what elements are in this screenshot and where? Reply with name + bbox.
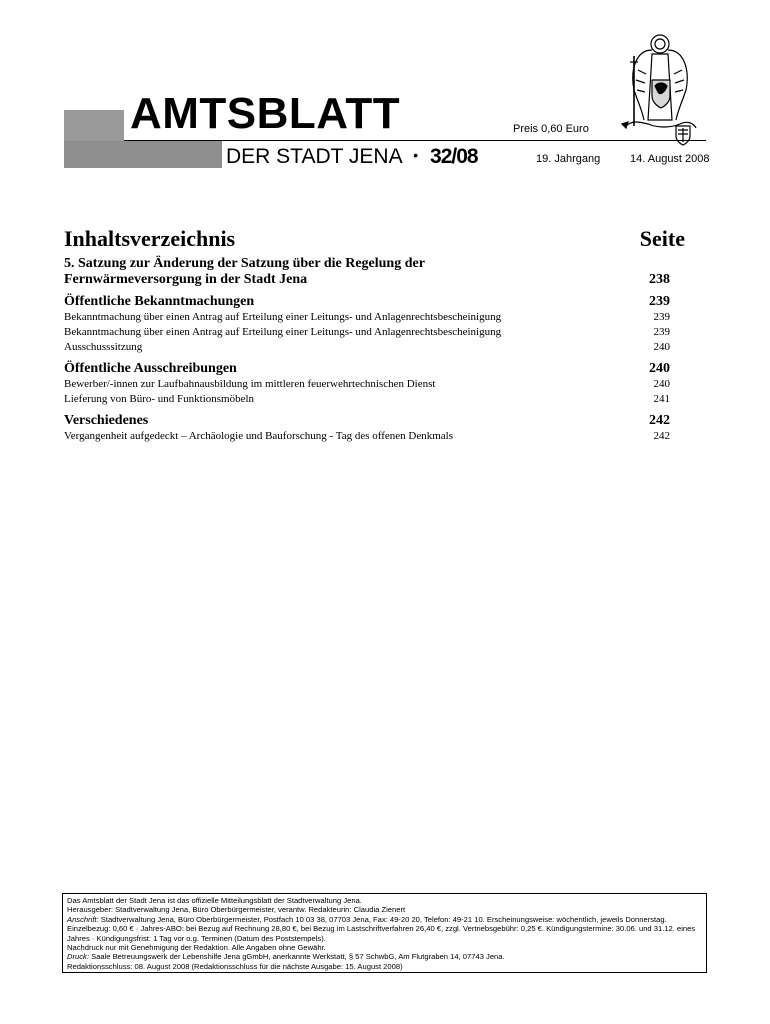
masthead-title: AMTSBLATT	[130, 89, 401, 138]
toc-entry-page: 240	[653, 341, 670, 353]
toc-entry-text: Vergangenheit aufgedeckt – Archäologie und Bauforschung - Tag des offenen Denkmals	[64, 430, 454, 442]
imprint-line: Nachdruck nur mit Genehmigung der Redaktion. Alle Angaben ohne Gewähr.	[67, 943, 326, 953]
toc-section	[64, 256, 686, 288]
issue-date: 14. August 2008	[630, 153, 710, 165]
toc-entry-text: Bewerber/-innen zur Laufbahnausbildung im mittleren feuerwehrtechnischen Dienst	[64, 378, 436, 390]
imprint-print-text: Saale Betreuungswerk der Lebenshilfe Jena gGmbH, anerkannte Werkstatt, § 57 SchwbG, Am Flutgraben 14, 07743 Jena.	[88, 952, 505, 962]
toc-entry-text: Ausschusssitzung	[64, 341, 143, 353]
issue-number: 32/08	[430, 145, 478, 168]
toc-entry-page: 239	[653, 311, 670, 323]
imprint-print-label: Druck:	[67, 952, 89, 962]
masthead-bullet: •	[413, 147, 419, 163]
toc-entry	[64, 325, 686, 340]
masthead-city: DER STADT JENA	[226, 145, 402, 168]
table-of-contents	[64, 256, 686, 450]
toc-page-heading: Seite	[639, 226, 685, 251]
toc-entry-page: 240	[653, 378, 670, 390]
toc-section-title-row	[64, 256, 686, 288]
price-label: Preis 0,60 Euro	[513, 123, 589, 135]
toc-entry	[64, 340, 686, 355]
toc-entry	[64, 429, 686, 444]
imprint-print	[67, 952, 702, 961]
toc-section-page: 239	[649, 294, 670, 309]
toc-section	[64, 413, 686, 444]
toc-section-title: 5. Satzung zur Änderung der Satzung über die Regelung der Fernwärmeversorgung in der Stadt Jena	[64, 256, 425, 287]
toc-section	[64, 361, 686, 407]
toc-section-page: 238	[649, 272, 670, 287]
toc-entry-page: 241	[653, 393, 670, 405]
toc-entry	[64, 377, 686, 392]
volume-label: 19. Jahrgang	[536, 153, 601, 165]
toc-section	[64, 294, 686, 355]
masthead-gray-bar	[64, 141, 222, 168]
toc-entry-text: Bekanntmachung über einen Antrag auf Erteilung einer Leitungs- und Anlagenrechtsbescheinigung	[64, 311, 502, 323]
toc-entry-text: Lieferung von Büro- und Funktionsmöbeln	[64, 393, 255, 405]
toc-section-page: 242	[649, 413, 670, 428]
toc-entry-page: 239	[653, 326, 670, 338]
toc-entry	[64, 310, 686, 325]
toc-entry-text: Bekanntmachung über einen Antrag auf Erteilung einer Leitungs- und Anlagenrechtsbescheinigung	[64, 326, 502, 338]
toc-section-title: Öffentliche Bekanntmachungen	[64, 294, 255, 309]
masthead-subtitle	[226, 146, 478, 167]
imprint-line: Redaktionsschluss: 08. August 2008 (Redaktionsschluss für die nächste Ausgabe: 15. August 2008)	[67, 961, 403, 971]
toc-entry-page: 242	[653, 430, 670, 442]
toc-section-title: Verschiedenes	[64, 413, 149, 428]
toc-entry	[64, 392, 686, 407]
imprint-line: Herausgeber: Stadtverwaltung Jena, Büro Oberbürgermeister, verantw. Redakteurin: Claudia Zienert	[67, 905, 406, 915]
imprint-address-text: Stadtverwaltung Jena, Büro Oberbürgermeister, Postfach 10 03 38, 07703 Jena, Fax: 49-20 20, Telefon: 49-21 10. Erscheinungsweise: wöchentlich, jeweils Donnerstag. Einzelbezug: 0,60 € · Jahres-ABO: bei Bezug auf Rechnung 28,80 €, bei Bezug im Lastschriftverfahren 26,40 €, zzgl. Vertriebsgebühr: 0,25 €. Kündigungstermine: 30.06. und 31.12. eines Jahres · Kündigungsfrist: 1 Tag vor o.g. Terminen (Datum des Poststempels).	[67, 914, 696, 943]
city-coat-of-arms-icon	[618, 30, 700, 148]
toc-section-title-row	[64, 294, 686, 310]
toc-section-title: Öffentliche Ausschreibungen	[64, 361, 237, 376]
toc-section-title-row	[64, 413, 686, 429]
toc-section-page: 240	[649, 361, 670, 376]
toc-heading: Inhaltsverzeichnis	[64, 226, 236, 251]
imprint-address-label: Anschrift:	[67, 914, 99, 924]
imprint-box	[62, 893, 707, 973]
imprint-line: Das Amtsblatt der Stadt Jena ist das offizielle Mitteilungsblatt der Stadtverwaltung Jena.	[67, 896, 362, 905]
imprint-address	[67, 915, 702, 943]
toc-section-title-row	[64, 361, 686, 377]
